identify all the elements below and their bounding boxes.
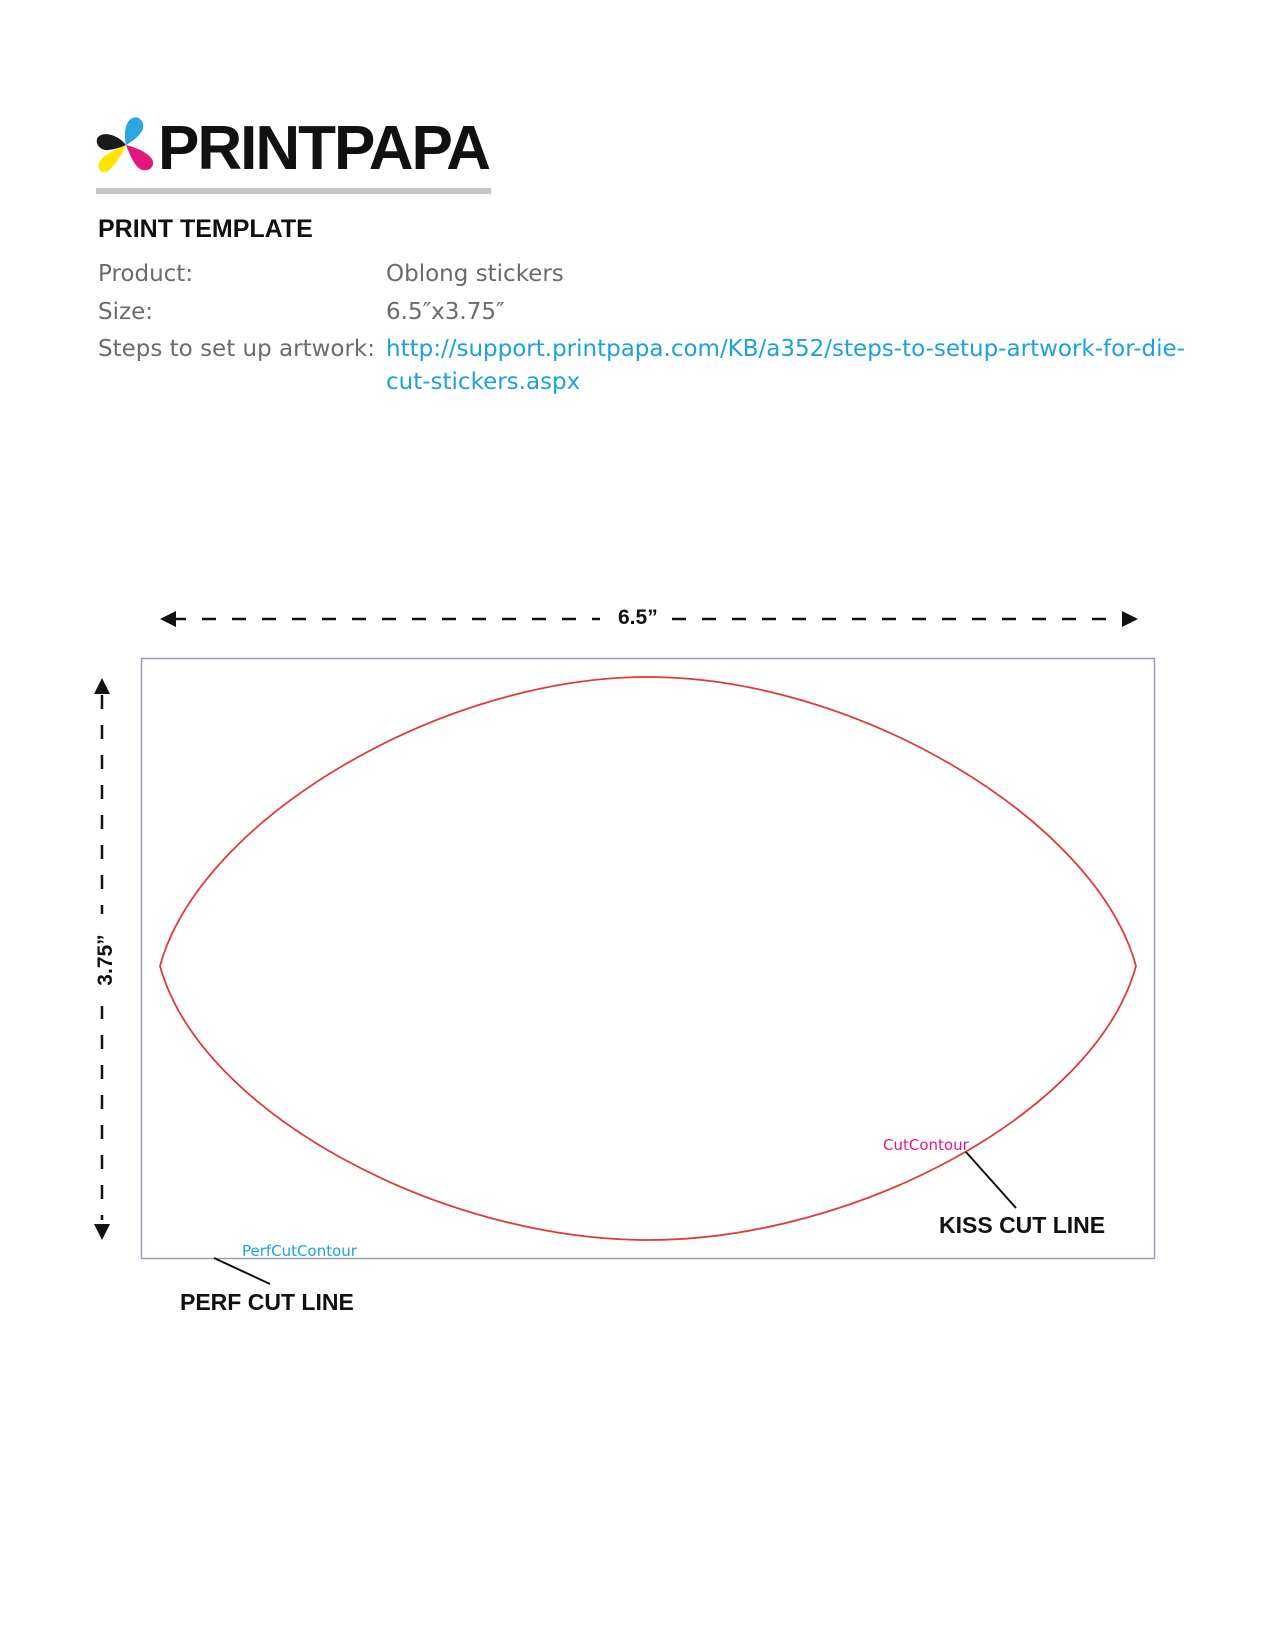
perf-cut-callout: PERF CUT LINE xyxy=(180,1289,354,1315)
height-label: 3.75” xyxy=(94,914,118,1006)
steps-label: Steps to set up artwork: xyxy=(98,336,375,362)
steps-link-line2[interactable]: cut-stickers.aspx xyxy=(386,369,581,395)
perf-cut-rectangle xyxy=(142,659,1155,1259)
product-value: Oblong stickers xyxy=(386,261,564,287)
steps-link-line1[interactable]: http://support.printpapa.com/KB/a352/steps-to-setup-artwork-for-die- xyxy=(386,336,1185,362)
size-label: Size: xyxy=(98,299,153,325)
perf-cut-callout-line xyxy=(214,1258,270,1284)
brand-wordmark: PRINTPAPA xyxy=(158,114,490,183)
cut-contour-label: CutContour xyxy=(883,1136,969,1154)
kiss-cut-callout-line xyxy=(966,1152,1016,1208)
kiss-cut-callout: KISS CUT LINE xyxy=(939,1212,1106,1238)
size-value: 6.5″x3.75″ xyxy=(386,299,505,325)
width-label: 6.5” xyxy=(614,606,662,630)
kiss-cut-oblong xyxy=(160,677,1136,1240)
page-title: PRINT TEMPLATE xyxy=(98,215,313,243)
product-label: Product: xyxy=(98,261,194,287)
perf-cut-contour-label: PerfCutContour xyxy=(242,1242,357,1260)
